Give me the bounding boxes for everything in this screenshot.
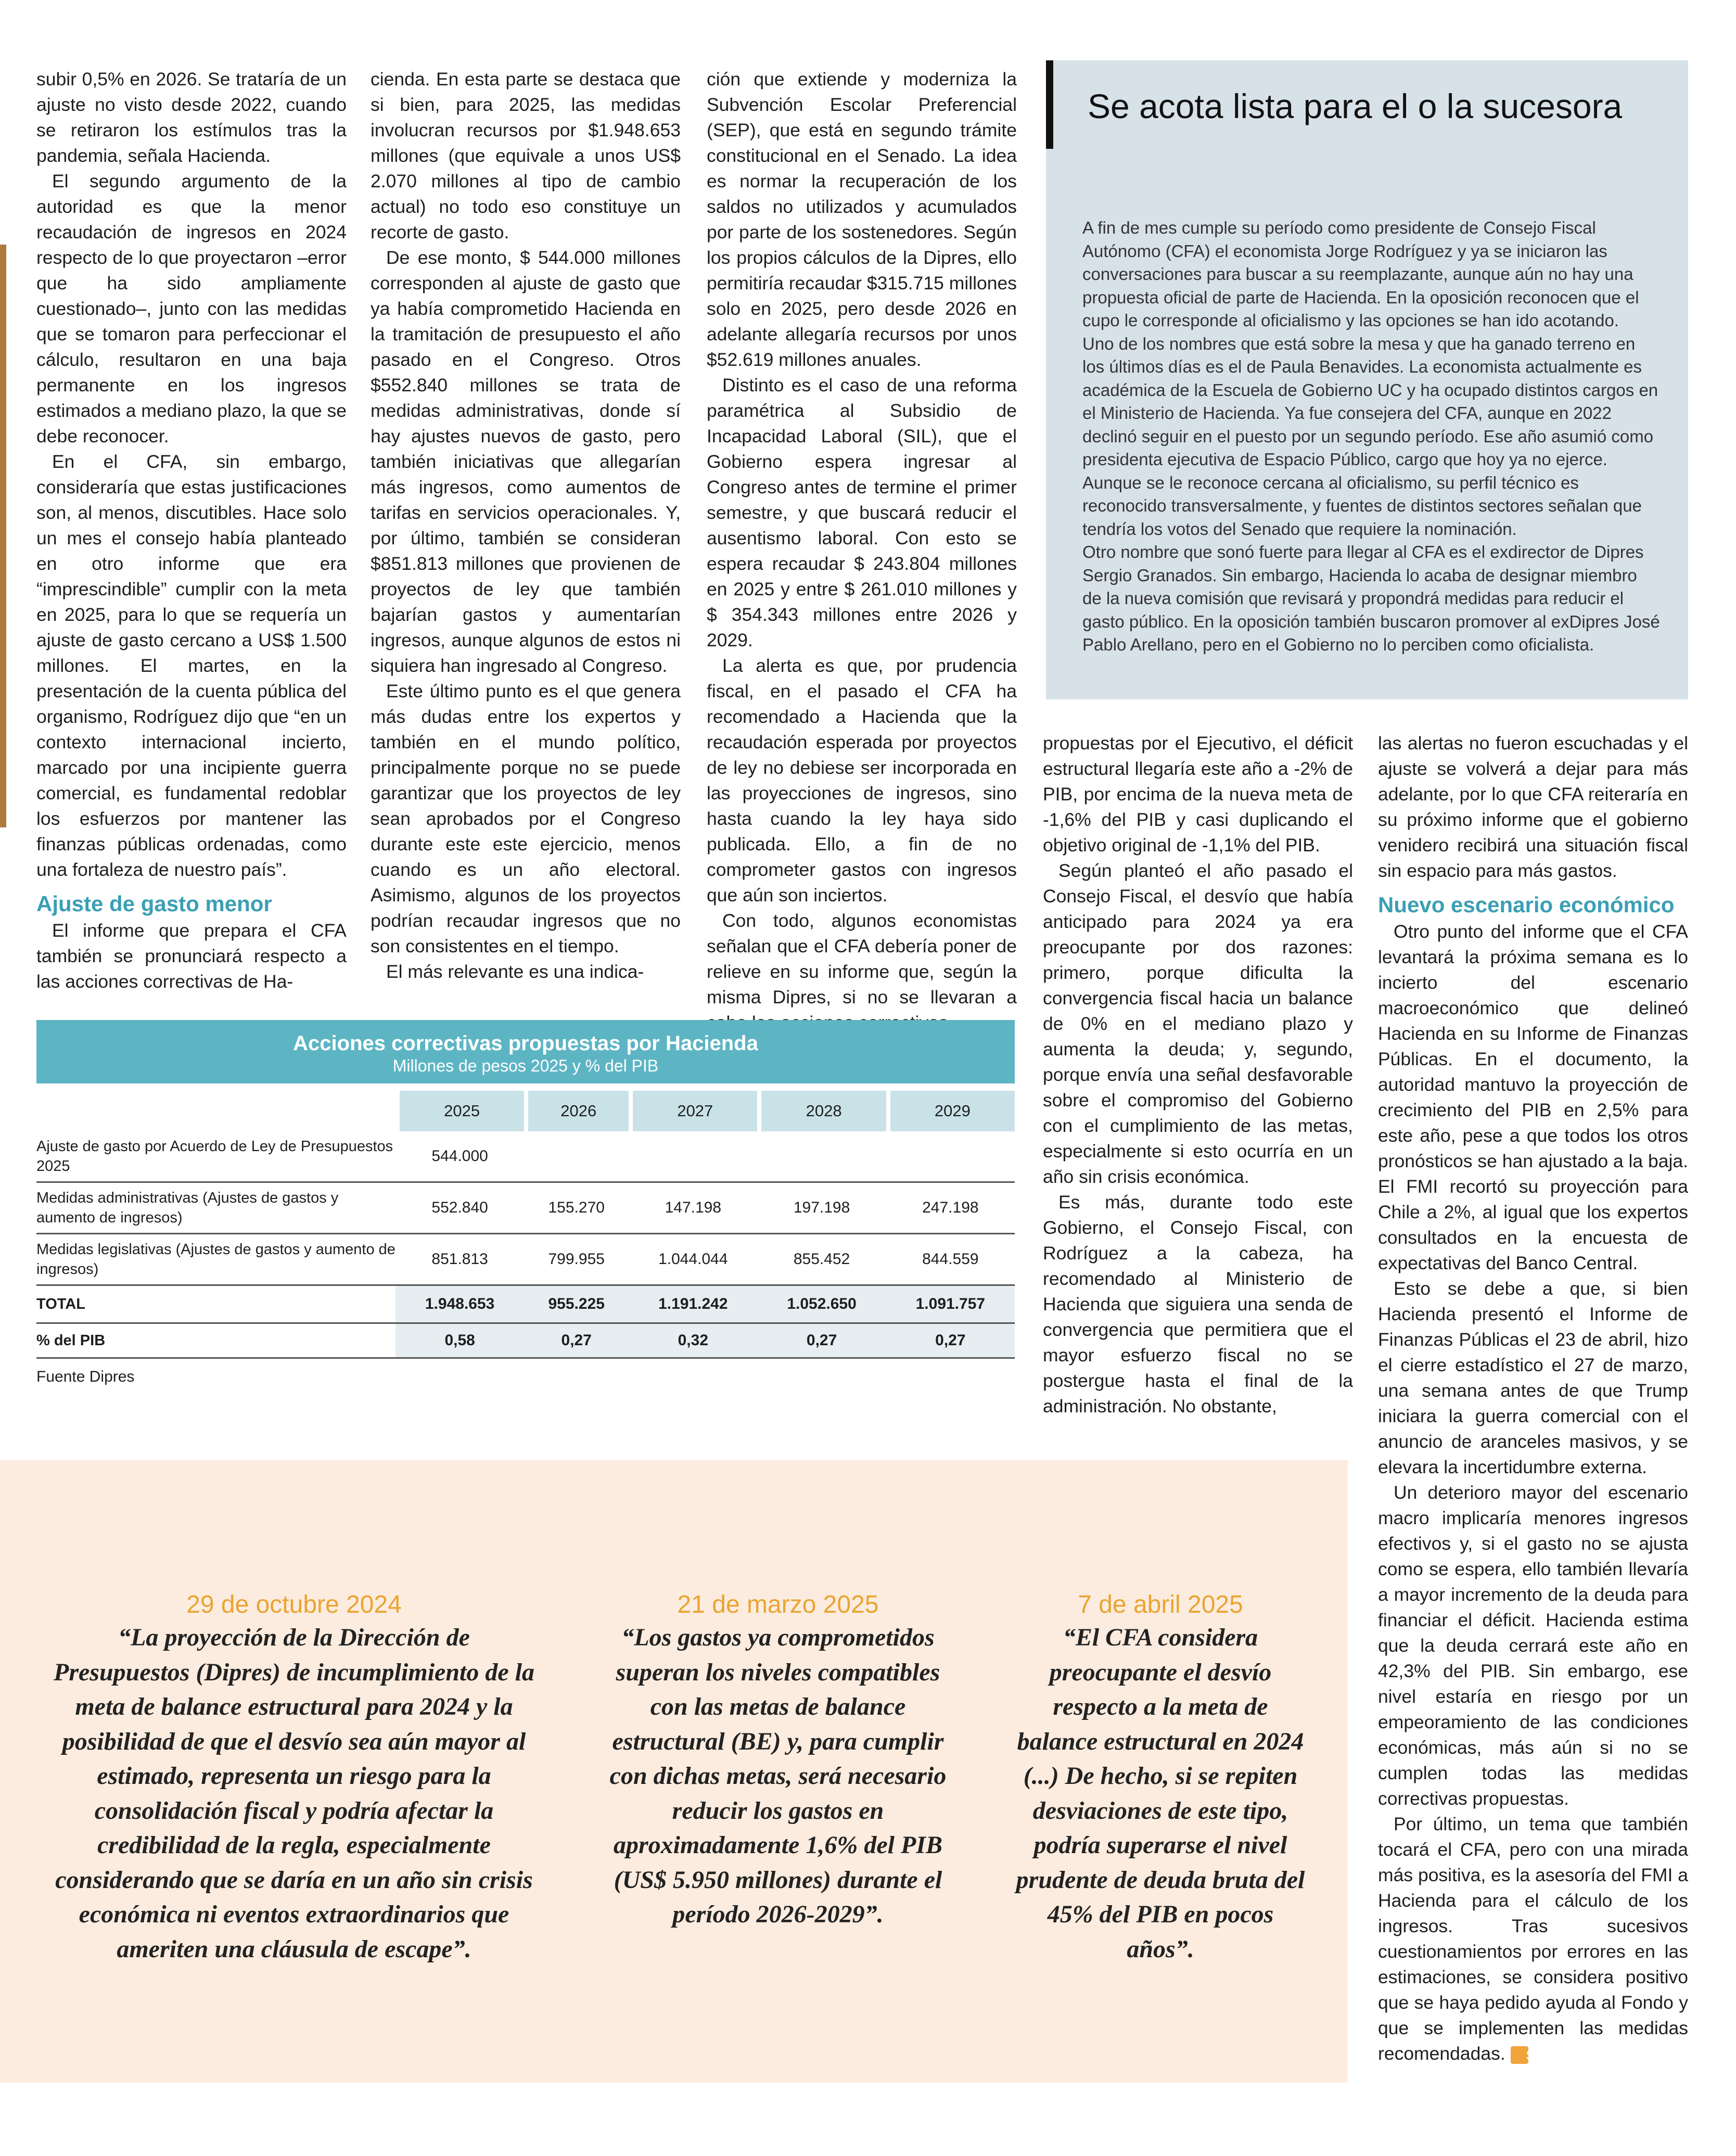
sidebar-body [1082, 216, 1660, 657]
paragraph: El más relevante es una indica- [386, 961, 644, 982]
article-column-5 [1378, 731, 1688, 2066]
year-header: 2026 [524, 1091, 629, 1131]
cell: 0,27 [757, 1324, 886, 1359]
paragraph: El informe que prepara el CFA también se pronunciará respecto a las acciones correctivas de Ha- [36, 920, 347, 992]
row-label: Ajuste de gasto por Acuerdo de Ley de Presupuestos 2025 [36, 1131, 395, 1183]
table-row [36, 1234, 1015, 1286]
year-header: 2028 [757, 1091, 886, 1131]
source-row [36, 1359, 1015, 1395]
year-header: 2025 [395, 1091, 524, 1131]
cell: 247.198 [886, 1183, 1015, 1234]
end-of-article-icon: S [1511, 2046, 1528, 2064]
section-heading: Nuevo escenario económico [1378, 892, 1675, 917]
paragraph: ción que extiende y moderniza la Subvención Escolar Preferencial (SEP), que está en segundo trámite constitucional en el Senado. La idea es normar la recuperación de los saldos no utilizados y acumulados por parte de los sostenedores. Según los propios cálculos de la Dipres, ello permitiría recaudar $315.715 millones solo en 2025, pero desde 2026 en adelante allegaría recursos por unos $52.619 millones anuales. [707, 69, 1017, 370]
cell [629, 1131, 757, 1183]
table-subtitle: Millones de pesos 2025 y % del PIB [392, 1056, 659, 1075]
table-header-band [36, 1020, 1015, 1083]
cell: 851.813 [395, 1234, 524, 1286]
sidebar-box [1046, 60, 1688, 699]
quote-date: 7 de abril 2025 [1078, 1591, 1243, 1618]
year-header: 2029 [886, 1091, 1015, 1131]
paragraph [1378, 1811, 1688, 2066]
table-row [36, 1131, 1015, 1183]
paragraph: cienda. En esta parte se destaca que si bien, para 2025, las medidas involucran recursos por $1.948.653 millones (que equivale a unos US$ 2.070 millones al tipo de cambio actual) no todo eso constituye un recorte de gasto. [371, 69, 681, 243]
quote-text: “El CFA considera preocupante el desvío respecto a la meta de balance estructural en 2024 (...) De hecho, si se repiten desviaciones de este tipo, podría superarse el nivel prudente de deuda bruta del 45% del PIB en pocos años”. [1016, 1624, 1305, 1963]
quote-block [609, 1460, 947, 1932]
header-blank [36, 1091, 395, 1131]
sidebar-paragraph: Aunque se le reconoce cercana al oficialismo, su perfil técnico es reconocido transversalmente, y fuentes de distintos sectores señalan que tendría los votos del Senado que requiere la nominación. [1082, 473, 1642, 539]
table-row [36, 1183, 1015, 1234]
paragraph: Un deterioro mayor del escenario macro implicaría menores ingresos efectivos y, si el gasto no se ajusta como se espera, ello también llevaría a mayor incremento de la deuda para financiar el déficit. Hacienda estima que la deuda cerrará este año en 42,3% del PIB. Sin embargo, ese nivel estaría en riesgo por un empeoramiento de las condiciones económicas, más aún si no se cumplen todas las medidas correctivas propuestas. [1378, 1482, 1688, 1809]
data-table [36, 1091, 1015, 1395]
cell: 955.225 [524, 1286, 629, 1324]
paragraph: Con todo, algunos economistas señalan que el CFA debería poner de relieve en su informe que, según la misma Dipres, si no se llevaran a [707, 910, 1017, 1007]
cell [524, 1131, 629, 1183]
row-label: % del PIB [36, 1324, 395, 1359]
paragraph: Otro punto del informe que el CFA levantará la próxima semana es lo incierto del escenario macroeconómico que delineó Hacienda en su Informe de Finanzas Públicas. En el documento, la autoridad mantuvo la proyección de crecimiento del PIB en 2,5% para este año, pese a que todos los otros pronósticos se han ajustado a la baja. El FMI recortó su proyección para Chile a 2%, al igual que los expertos consultados en la encuesta de expectativas del Banco Central. [1378, 921, 1689, 1273]
paragraph: La alerta es que, por prudencia fiscal, en el pasado el CFA ha recomendado a Hacienda que la recaudación esperada por proyectos de ley no debiese ser incorporada en las proyecciones de ingresos, sino hasta cuando la ley haya sido publicada. Ello, a fin de no comprometer gastos con ingresos que aún son inciertos. [707, 655, 1017, 905]
cell: 1.044.044 [629, 1234, 757, 1286]
article-column-1 [36, 67, 347, 994]
sidebar-title: Se acota lista para el o la sucesora [1088, 87, 1623, 125]
cell: 197.198 [757, 1183, 886, 1234]
paragraph: Este último punto es el que genera más dudas entre los expertos y también en el mundo político, principalmente porque no se puede garantizar que los proyectos de ley sean aprobados por el Congreso durante este este ejercicio, menos cuando es un año electoral. Asimismo, algunos de los proyectos podrían recaudar ingresos que no son consistentes en el tiempo. [371, 681, 681, 956]
paragraph: De ese monto, $ 544.000 millones corresponden al ajuste de gasto que ya había comprometido Hacienda en la tramitación de presupuesto el año pasado en el Congreso. Otros $552.840 millones se trata de medidas administrativas, donde sí hay ajustes nuevos de gasto, pero también iniciativas que allegarían más ingresos, como aumentos de tarifas en servicios operacionales. Y, por último, también se consideran $851.813 millones que provienen de proyectos de ley que también bajarían gastos y aumentarían ingresos, aunque algunos de estos ni siquiera han ingresado al Congreso. [371, 247, 681, 676]
table-title: Acciones correctivas propuestas por Hacienda [293, 1032, 758, 1055]
paragraph: Esto se debe a que, si bien Hacienda presentó el Informe de Finanzas Públicas el 23 de abril, hizo el cierre estadístico el 27 de marzo, una semana antes de que Trump iniciara la guerra comercial con el anuncio de aranceles masivos, y se elevara la incertidumbre externa. [1378, 1278, 1688, 1477]
paragraph: Es más, durante todo este Gobierno, el Consejo Fiscal, con Rodríguez a la cabeza, ha recomendado al Ministerio de Hacienda que siguiera una senda de convergencia que permitiera que el mayor esfuerzo fiscal no se postergue hasta el final de la administración. No obstante, [1043, 1192, 1353, 1417]
paragraph: subir 0,5% en 2026. Se trataría de un ajuste no visto desde 2022, cuando se retiraron los estímulos tras la pandemia, señala Hacienda. [36, 69, 347, 166]
cell: 147.198 [629, 1183, 757, 1234]
quote-date: 21 de marzo 2025 [677, 1591, 879, 1618]
cell: 844.559 [886, 1234, 1015, 1286]
cell: 1.052.650 [757, 1286, 886, 1324]
cell: 155.270 [524, 1183, 629, 1234]
quote-date: 29 de octubre 2024 [186, 1591, 402, 1618]
table-source: Fuente Dipres [36, 1368, 135, 1385]
photo-edge-strip [0, 245, 6, 827]
article-column-2 [371, 67, 681, 985]
paragraph: propuestas por el Ejecutivo, el déficit estructural llegaría este año a -2% de PIB, por encima de la nueva meta de -1,6% del PIB y casi duplicando el objetivo original de -1,1% del PIB. [1043, 733, 1353, 856]
cell: 1.191.242 [629, 1286, 757, 1324]
cell: 1.948.653 [395, 1286, 524, 1324]
quote-block [1015, 1460, 1306, 1967]
cell: 0,27 [886, 1324, 1015, 1359]
cell [757, 1131, 886, 1183]
quotes-band [0, 1460, 1348, 2083]
pct-row [36, 1324, 1015, 1359]
row-label: Medidas legislativas (Ajustes de gastos y aumento de ingresos) [36, 1234, 395, 1286]
quote-block [52, 1460, 536, 1967]
row-label: Medidas administrativas (Ajustes de gastos y aumento de ingresos) [36, 1183, 395, 1234]
article-column-3 [707, 67, 1017, 1036]
cell: 799.955 [524, 1234, 629, 1286]
cell: 1.091.757 [886, 1286, 1015, 1324]
cell: 0,32 [629, 1324, 757, 1359]
paragraph-text: Por último, un tema que también tocará el CFA, pero con una mirada más positiva, es la asesoría del FMI a Hacienda para el cálculo de los ingresos. Tras sucesivos cuestionamientos por errores en las estimaciones, se considera positivo que se haya pedido ayuda al Fondo y que se implementen las medidas recomendadas. [1378, 1814, 1688, 2064]
cell: 552.840 [395, 1183, 524, 1234]
paragraph: las alertas no fueron escuchadas y el ajuste se volverá a dejar para más adelante, por lo que CFA reiteraría en su próximo informe que el gobierno venidero recibirá una situación fiscal sin espacio para más gastos. [1378, 733, 1688, 881]
cell: 855.452 [757, 1234, 886, 1286]
cell: 0,58 [395, 1324, 524, 1359]
sidebar-accent-bar [1046, 60, 1053, 149]
cell [886, 1131, 1015, 1183]
cell: 544.000 [395, 1131, 524, 1183]
paragraph: Distinto es el caso de una reforma paramétrica al Subsidio de Incapacidad Laboral (SIL), que el Gobierno espera ingresar al Congreso antes de termine el primer semestre, y que buscará reducir el ausentismo laboral. Con esto se espera recaudar $ 243.804 millones en 2025 y entre $ 261.010 millones y $ 354.343 millones entre 2026 y 2029. [707, 375, 1017, 650]
year-header: 2027 [629, 1091, 757, 1131]
sidebar-paragraph: Uno de los nombres que está sobre la mesa y que ha ganado terreno en los últimos días es el de Paula Benavides. La economista actualmente es académica de la Escuela de Gobierno UC y ha ocupado distintos cargos en el Ministerio de Hacienda. Ya fue consejera del CFA, aunque en 2022 declinó seguir en el puesto por un segundo período. Ese año asumió como presidenta ejecutiva de Espacio Público, cargo que hoy ya no ejerce. [1082, 334, 1658, 469]
paragraph: En el CFA, sin embargo, consideraría que estas justificaciones son, al menos, discutibles. Hace solo un mes el consejo había planteado en otro informe que era “imprescindible” cumplir con la meta en 2025, para lo que se requería un ajuste de gasto cercano a US$ 1.500 millones. El martes, en la presentación de la cuenta pública del organismo, Rodríguez dijo que “en un contexto internacional incierto, marcado por una incipiente guerra comercial, es fundamental redoblar los esfuerzos por mantener las finanzas públicas ordenadas, como una fortaleza de nuestro país”. [36, 451, 347, 880]
article-column-4 [1043, 731, 1353, 1419]
quote-text: “Los gastos ya comprometidos superan los niveles compatibles con las metas de balance estructural (BE) y, para cumplir con dichas metas, será necesario reducir los gastos en aproximadamente 1,6% del PIB (US$ 5.950 millones) durante el período 2026-2029”. [609, 1624, 947, 1928]
total-row [36, 1286, 1015, 1324]
sidebar-paragraph: A fin de mes cumple su período como presidente de Consejo Fiscal Autónomo (CFA) el economista Jorge Rodríguez y ya se iniciaron las conversaciones para buscar a su reemplazante, aunque aún no hay una propuesta oficial de parte de Hacienda. En la oposición reconocen que el cupo le corresponde al oficialismo y las opciones se han ido acotando. [1082, 218, 1639, 330]
table-header-row [36, 1091, 1015, 1131]
cell: 0,27 [524, 1324, 629, 1359]
paragraph: Según planteó el año pasado el Consejo Fiscal, el desvío que había anticipado para 2024 ya era preocupante por dos razones: primero, porque dificulta la convergencia fiscal hacia un balance de 0% en el mediano plazo y aumenta la deuda; y, segundo, porque envía una señal desfavorable sobre el compromiso del Gobierno con el cumplimiento de las metas, especialmente si esto ocurría en un año sin crisis económica. [1043, 860, 1353, 1187]
row-label: TOTAL [36, 1286, 395, 1324]
corrective-actions-table [36, 1020, 1015, 1395]
section-heading: Ajuste de gasto menor [36, 891, 272, 916]
paragraph: El segundo argumento de la autoridad es que la menor recaudación de ingresos en 2024 respecto de lo que proyectaron –error que ha sido ampliamente cuestionado–, junto con las medidas que se tomaron para perfeccionar el cálculo, resultaron en una baja permanente en los ingresos estimados a mediano plazo, la que se debe reconocer. [36, 171, 347, 446]
quote-text: “La proyección de la Dirección de Presupuestos (Dipres) de incumplimiento de la meta de balance estructural para 2024 y la posibilidad de que el desvío sea aún mayor al estimado, representa un riesgo para la consolidación fiscal y podría afectar la credibilidad de la regla, especialmente considerando que se daría en un año sin crisis económica ni eventos extraordinarios que ameriten una cláusula de escape”. [54, 1624, 534, 1963]
sidebar-paragraph: Otro nombre que sonó fuerte para llegar al CFA es el exdirector de Dipres Sergio Granados. Sin embargo, Hacienda lo acaba de designar miembro de la nueva comisión que revisará y propondrá medidas para reducir el gasto público. En la oposición también buscaron promover al exDipres José Pablo Arellano, pero en el Gobierno no lo perciben como oficialista. [1082, 542, 1660, 654]
